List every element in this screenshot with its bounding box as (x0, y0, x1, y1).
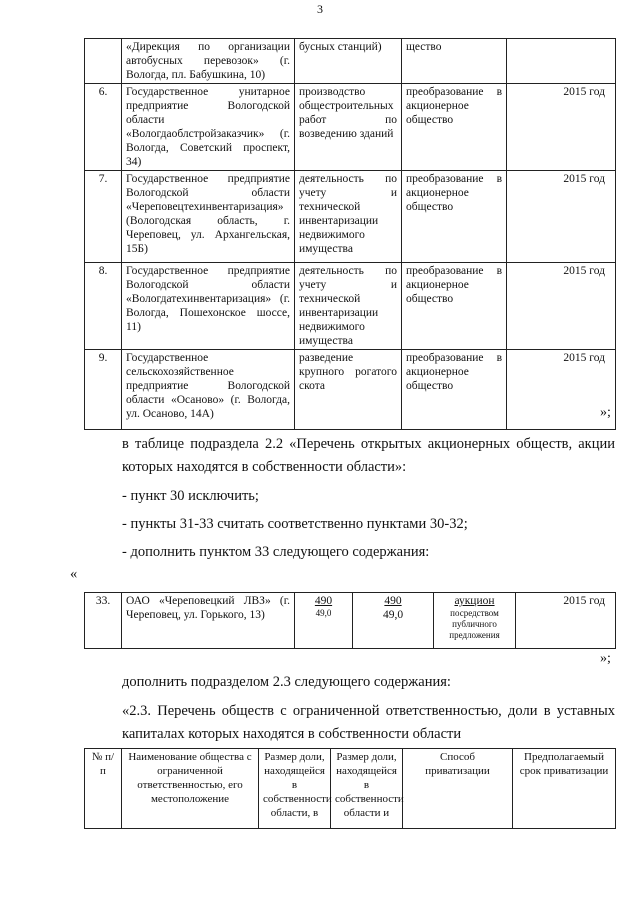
privatization-term: 2015 год (507, 171, 616, 263)
closing-quote-2: »; (600, 651, 611, 666)
header-company-name: Наименование общества с ограниченной ответственностью, его местоположение (122, 749, 259, 829)
privatization-method: преобразование в акционерное общество (402, 263, 507, 350)
privatized-share-cell (353, 593, 434, 649)
enterprise-name: Государственное унитарное предприятие Вологодской области «Вологдаоблстройзаказчик» (г. Вологда, Советский проспект, 34) (122, 84, 295, 171)
closing-quote: »; (600, 405, 611, 420)
header-row (85, 749, 616, 829)
company-name: ОАО «Череповецкий ЛВЗ» (г. Череповец, ул. Горького, 13) (122, 593, 295, 649)
row-number: 8. (85, 263, 122, 350)
privatization-term: 2015 год (507, 263, 616, 350)
share-count: 490 (314, 595, 333, 607)
row-number: 7. (85, 171, 122, 263)
activity: деятельность по учету и технической инвентаризации недвижимого имущества (295, 263, 402, 350)
row-number (85, 39, 122, 84)
privatization-method: преобразование в акционерное общество (402, 84, 507, 171)
enterprise-name: Государственное предприятие Вологодской области «Череповецтехинвентаризация» (Вологодская область, г. Череповец, ул. Архангельская, 15Б) (122, 171, 295, 263)
share-size-cell (295, 593, 353, 649)
page-number: 3 (317, 2, 323, 16)
activity: деятельность по учету и технической инвентаризации недвижимого имущества (295, 171, 402, 263)
privatized-share-percent: 49,0 (382, 609, 404, 621)
enterprise-name: Государственное предприятие Вологодской области «Вологдатехинвентаризация» (г. Вологда, Пошехонское шоссе, 11) (122, 263, 295, 350)
paragraph-items-renumber: - пункты 31-33 считать соответственно пунктами 30-32; (122, 516, 468, 532)
item-33-table (84, 592, 616, 649)
activity: разведение крупного рогатого скота (295, 350, 402, 430)
privatization-method: щество (402, 39, 507, 84)
privatization-term: 2015 год (516, 593, 616, 649)
paragraph-subsection-2-3: «2.3. Перечень обществ с ограниченной ответственностью, доли в уставных капиталах которых находятся в собственности области (122, 703, 615, 742)
paragraph-table-amendment: в таблице подраздела 2.2 «Перечень открытых акционерных обществ, акции которых находятся в собственности области»: (122, 436, 615, 475)
table-row (85, 39, 616, 84)
enterprise-name: «Дирекция по организации автобусных перевозок» (г. Вологда, пл. Бабушкина, 10) (122, 39, 295, 84)
header-term: Предполагаемый срок приватизации (513, 749, 616, 829)
share-percent: 49,0 (315, 608, 332, 618)
privatization-method: преобразование в акционерное общество (402, 171, 507, 263)
method-public-offer: посредством публичного предложения (449, 608, 500, 640)
privatization-term: 2015 год (507, 350, 616, 430)
table-row (85, 84, 616, 171)
row-number: 6. (85, 84, 122, 171)
llc-table-header (84, 748, 616, 829)
header-share-size: Размер доли, находящейся в собственности области, в (259, 749, 331, 829)
activity: бусных станций) (295, 39, 402, 84)
activity: производство общестроительных работ по возведению зданий (295, 84, 402, 171)
privatization-term (507, 39, 616, 84)
header-number: № п/п (85, 749, 122, 829)
header-share-size-2: Размер доли, находящейся в собственности области и (331, 749, 403, 829)
paragraph-item-30: - пункт 30 исключить; (122, 488, 259, 504)
table-row (85, 263, 616, 350)
table-row (85, 350, 616, 430)
privatization-term: 2015 год (507, 84, 616, 171)
header-method: Способ приватизации (403, 749, 513, 829)
table-row (85, 171, 616, 263)
privatized-share-count: 490 (384, 595, 402, 607)
privatization-table-continued (84, 38, 616, 430)
privatization-method-cell (434, 593, 516, 649)
opening-quote: « (70, 566, 78, 582)
row-number: 33. (85, 593, 122, 649)
method-auction: аукцион (454, 595, 495, 607)
paragraph-add-subsection: дополнить подразделом 2.3 следующего содержания: (122, 674, 451, 690)
enterprise-name: Государственное сельскохозяйственное предприятие Вологодской области «Осаново» (г. Вологда, ул. Осаново, 14А) (122, 350, 295, 430)
paragraph-add-item-33: - дополнить пунктом 33 следующего содержания: (122, 544, 430, 560)
privatization-method: преобразование в акционерное общество (402, 350, 507, 430)
table-row (85, 593, 616, 649)
row-number: 9. (85, 350, 122, 430)
